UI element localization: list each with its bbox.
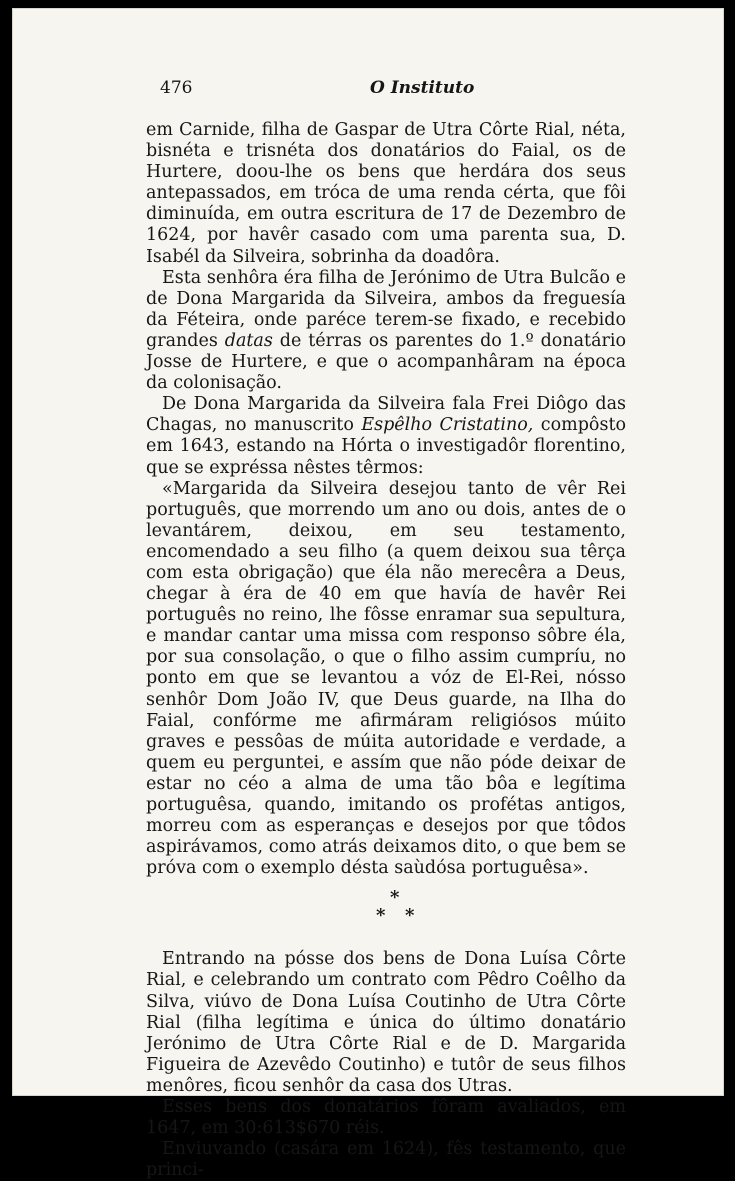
asterisk-top: * <box>390 887 400 909</box>
paragraph-quote: «Margarida da Silveira desejou tanto de vêr Rei português, que morrendo um ano ou dois, antes de o levantárem, deixou, em seu testamento, encomendado a seu filho (a quem deixou sua têrça com esta obrigação) que éla não merecêra a Deus, chegar à éra de 40 em que havía de havêr Rei português no reino, lhe fôsse enramar sua sepultura, e mandar cantar uma missa com responso sôbre éla, por sua consolação, o que o filho assim cumpríu, no ponto em que se levantou a vóz de El-Rei, nósso senhôr Dom João IV, que Deus guarde, na Ilha do Faial, confórme me afirmáram religiósos múito graves e pessôas de múita autoridade e verdade, a quem eu perguntei, e assím que não póde deixar de estar no céo a alma de uma tão bôa e legítima portuguêsa, quando, imitando os profétas antigos, morreu com as esperanças e desejos por que tôdos aspirávamos, como atrás deixamos dito, o que bem se próva com o exemplo désta saùdósa portuguêsa». <box>146 478 626 879</box>
paragraph-1: em Carnide, filha de Gaspar de Utra Côrte Rial, néta, bisnéta e trisnéta dos donatários do Faial, os de Hurtere, doou-lhe os bens que herdára dos seus antepassados, em tróca de uma renda cérta, que fôi diminuída, em outra escritura de 17 de Dezembro de 1624, por havêr casado com uma parenta sua, D. Isabél da Silveira, sobrinha da doadôra. <box>146 120 626 267</box>
paragraph-3-italic: Espêlho Cristatino, <box>361 415 534 436</box>
asterism-ornament <box>146 887 626 929</box>
paragraph-2-text-b: de térras os parentes do 1.º donatário Josse de Hurtere, e que o acompanhâram na época da colonisação. <box>146 330 627 394</box>
paragraph-3 <box>146 394 626 478</box>
paragraph-6: Esses bens dos donatários fôram avaliados, em 1647, em 30:613$670 réis. <box>146 1097 626 1139</box>
asterisk-right: * <box>405 905 415 927</box>
paragraph-2 <box>146 268 626 395</box>
paragraph-5: Entrando na pósse dos bens de Dona Luísa Côrte Rial, e celebrando um contrato com Pêdro Coêlho da Silva, viúvo de Dona Luísa Coutinho de Utra Côrte Rial (filha legítima e única do último donatário Jerónimo de Utra Côrte Rial e de D. Margarida Figueira de Azevêdo Coutinho) e tutôr de seus filhos menôres, ficou senhôr da casa dos Utras. <box>146 949 626 1096</box>
asterisk-left: * <box>376 905 386 927</box>
paragraph-3-text-b: compôsto em 1643, estando na Hórta o investigadôr florentino, que se expréssa nêstes têrmos: <box>146 415 627 478</box>
page-number: 476 <box>160 78 193 98</box>
paragraph-3-text-a: De Dona Margarida da Silveira fala Frei Diôgo das Chagas, no manuscrito <box>146 394 626 436</box>
paragraph-2-text-a: Esta senhôra éra filha de Jerónimo de Utra Bulcão e de Dona Margarida da Silveira, ambos da freguesía da Féteira, onde paréce terem-se fixado, e recebido grandes <box>146 267 626 351</box>
paragraph-7: Enviuvando (casára em 1624), fês testamento, que princi- <box>146 1139 626 1181</box>
running-title: O Instituto <box>370 78 475 98</box>
page-body <box>146 120 626 1181</box>
paragraph-2-italic: datas <box>224 330 273 351</box>
page-header <box>160 78 640 108</box>
